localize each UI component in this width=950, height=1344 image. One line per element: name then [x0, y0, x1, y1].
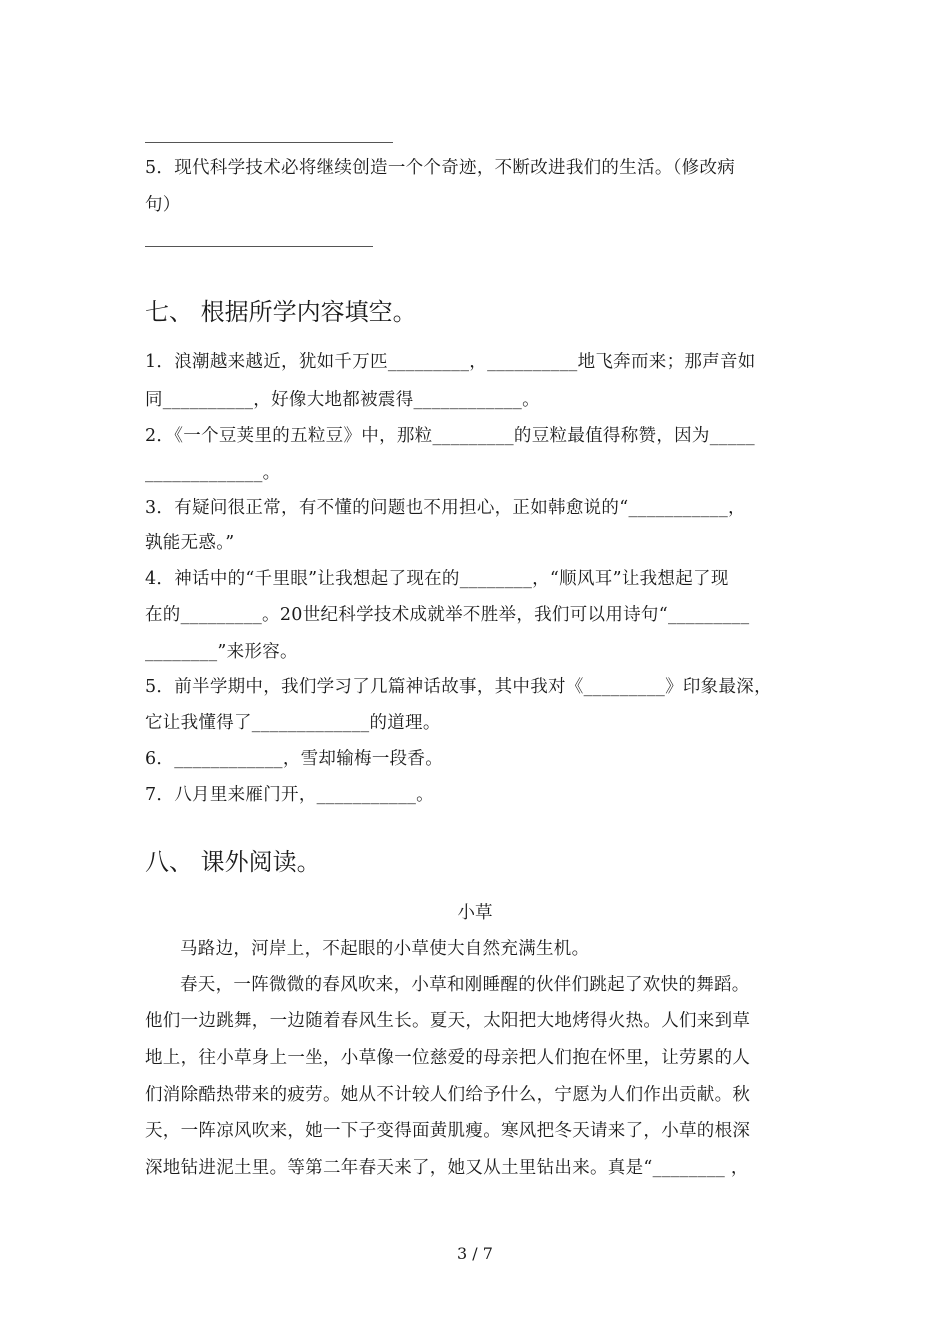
fill-line: 在的_________。20世纪科学技术成就举不胜举，我们可以用诗句“_________: [145, 605, 750, 625]
article-title: 小草: [457, 903, 493, 923]
question-5-line-2: 句）: [145, 195, 181, 215]
page-number: 3 / 7: [457, 1244, 493, 1263]
article-line: 天，一阵凉风吹来，她一下子变得面黄肌瘦。寒风把冬天请来了，小草的根深: [145, 1121, 751, 1141]
section-8-title: 八、 课外阅读。: [145, 848, 321, 876]
fill-line: _____________。: [145, 463, 281, 483]
article-line: 深地钻进泥土里。等第二年春天来了，她又从土里钻出来。真是“________ ，: [145, 1158, 749, 1178]
article-line: 马路边，河岸上，不起眼的小草使大自然充满生机。: [180, 939, 590, 959]
fill-line: 7．八月里来雁门开，___________。: [145, 785, 434, 805]
fill-line: ________”来形容。: [145, 642, 298, 662]
fill-line: 它让我懂得了_____________的道理。: [145, 713, 441, 733]
section-7-title: 七、 根据所学内容填空。: [145, 298, 417, 326]
fill-line: 1．浪潮越来越近，犹如千万匹_________，__________地飞奔而来；那声音如: [145, 352, 756, 372]
fill-line: 同__________，好像大地都被震得____________。: [145, 390, 540, 410]
answer-line: [145, 246, 373, 247]
fill-line: 2．《一个豆荚里的五粒豆》中，那粒_________的豆粒最值得称赞，因为_____: [145, 426, 755, 446]
article-line: 春天，一阵微微的春风吹来，小草和刚睡醒的伙伴们跳起了欢快的舞蹈。: [180, 975, 750, 995]
article-line: 他们一边跳舞，一边随着春风生长。夏天，太阳把大地烤得火热。人们来到草: [145, 1011, 751, 1031]
fill-line: 4．神话中的“千里眼”让我想起了现在的________，“顺风耳”让我想起了现: [145, 569, 729, 589]
article-line: 地上，往小草身上一坐，小草像一位慈爱的母亲把人们抱在怀里，让劳累的人: [145, 1048, 751, 1068]
fill-line: 孰能无惑。”: [145, 533, 235, 553]
question-5-line-1: 5．现代科学技术必将继续创造一个个奇迹，不断改进我们的生活。（修改病: [145, 158, 736, 178]
fill-line: 3．有疑问很正常，有不懂的问题也不用担心，正如韩愈说的“___________，: [145, 498, 746, 518]
fill-line: 6．____________，雪却输梅一段香。: [145, 749, 444, 769]
article-line: 们消除酷热带来的疲劳。她从不计较人们给予什么，宁愿为人们作出贡献。秋: [145, 1085, 751, 1105]
fill-line: 5．前半学期中，我们学习了几篇神话故事，其中我对《_________》印象最深，: [145, 677, 772, 697]
answer-line: [145, 142, 393, 143]
